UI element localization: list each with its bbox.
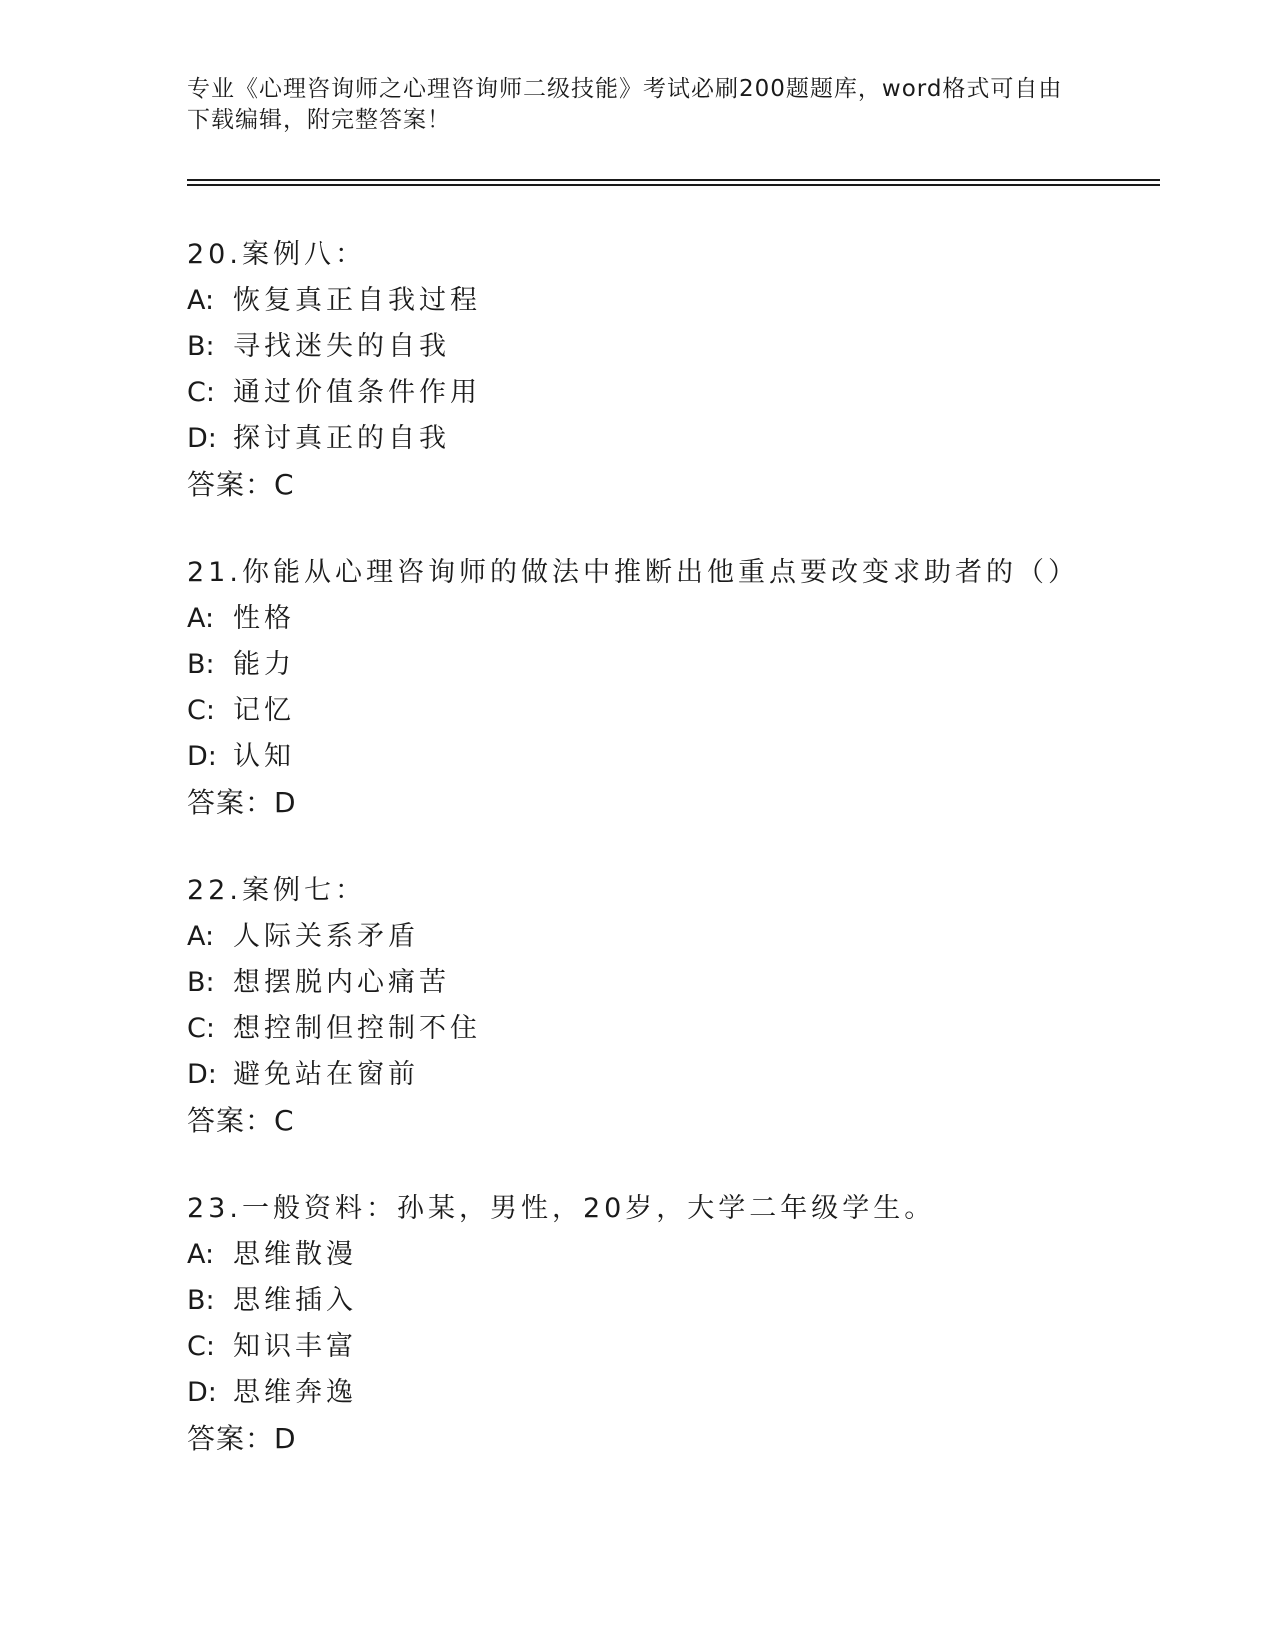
option-text: 想摆脱内心痛苦 — [233, 967, 450, 998]
answer-line: 答案：D — [187, 1422, 297, 1455]
option-c — [187, 1006, 1167, 1052]
option-text: 思维散漫 — [233, 1239, 357, 1270]
option-text: 想控制但控制不住 — [233, 1013, 481, 1044]
option-b — [187, 960, 1167, 1006]
option-c — [187, 1324, 1167, 1370]
option-text: 探讨真正的自我 — [233, 423, 450, 454]
option-text: 人际关系矛盾 — [233, 921, 419, 952]
question-title: 22.案例七： — [187, 875, 366, 906]
option-key: D: — [187, 1059, 217, 1090]
option-b — [187, 324, 1167, 370]
question-block — [187, 1186, 1167, 1462]
option-key: A: — [187, 1239, 215, 1270]
option-text: 能力 — [233, 649, 295, 680]
option-a — [187, 1232, 1167, 1278]
option-b — [187, 642, 1167, 688]
answer-line: 答案：D — [187, 786, 297, 819]
option-a — [187, 596, 1167, 642]
header-divider-bottom — [187, 184, 1160, 186]
option-key: A: — [187, 285, 215, 316]
question-block — [187, 550, 1167, 826]
option-key: A: — [187, 921, 215, 952]
header-divider-top — [187, 179, 1160, 181]
option-text: 知识丰富 — [233, 1331, 357, 1362]
document-header — [187, 74, 1067, 136]
question-title: 20.案例八： — [187, 239, 366, 270]
option-key: D: — [187, 741, 217, 772]
option-c — [187, 688, 1167, 734]
option-text: 寻找迷失的自我 — [233, 331, 450, 362]
option-key: C: — [187, 1331, 215, 1362]
option-d — [187, 1052, 1167, 1098]
question-title: 21.你能从心理咨询师的做法中推断出他重点要改变求助者的（） — [187, 557, 1079, 588]
option-a — [187, 914, 1167, 960]
option-text: 性格 — [233, 603, 295, 634]
option-d — [187, 734, 1167, 780]
option-key: D: — [187, 423, 217, 454]
option-text: 认知 — [233, 741, 295, 772]
option-key: C: — [187, 695, 215, 726]
answer-line: 答案：C — [187, 468, 295, 501]
answer-line: 答案：C — [187, 1104, 295, 1137]
option-a — [187, 278, 1167, 324]
option-key: A: — [187, 603, 215, 634]
option-key: D: — [187, 1377, 217, 1408]
option-key: B: — [187, 967, 215, 998]
option-b — [187, 1278, 1167, 1324]
option-d — [187, 416, 1167, 462]
option-key: C: — [187, 377, 215, 408]
option-text: 思维插入 — [233, 1285, 357, 1316]
option-text: 恢复真正自我过程 — [233, 285, 481, 316]
question-block — [187, 868, 1167, 1144]
question-block — [187, 232, 1167, 508]
option-key: B: — [187, 649, 215, 680]
option-d — [187, 1370, 1167, 1416]
option-key: C: — [187, 1013, 215, 1044]
option-key: B: — [187, 1285, 215, 1316]
option-c — [187, 370, 1167, 416]
question-title: 23.一般资料：孙某，男性，20岁，大学二年级学生。 — [187, 1193, 936, 1224]
option-text: 避免站在窗前 — [233, 1059, 419, 1090]
header-text: 专业《心理咨询师之心理咨询师二级技能》考试必刷200题题库，word格式可自由下载编辑，附完整答案！ — [187, 76, 1063, 133]
option-text: 记忆 — [233, 695, 295, 726]
option-text: 通过价值条件作用 — [233, 377, 481, 408]
option-key: B: — [187, 331, 215, 362]
option-text: 思维奔逸 — [233, 1377, 357, 1408]
